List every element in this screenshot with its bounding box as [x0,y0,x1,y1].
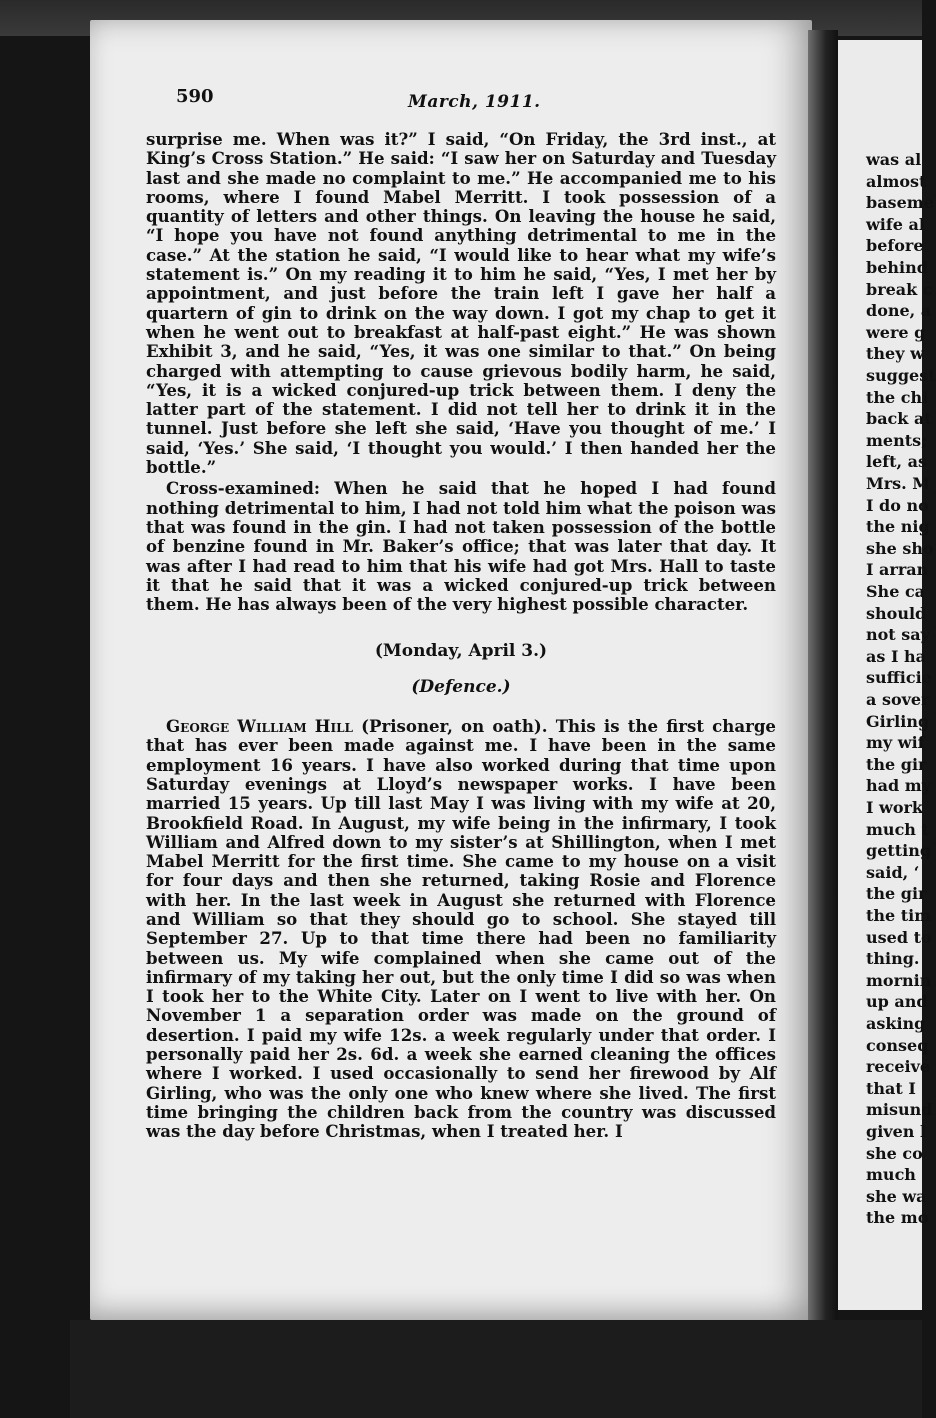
facing-page-line: thing. [866,949,920,969]
facing-page-line: the gir [866,884,927,904]
facing-page-line: conseq [866,1035,929,1055]
facing-page-line: suggest [866,366,936,385]
facing-page-line: a sover [866,690,930,709]
book-gutter [808,30,838,1320]
facing-page-line: she co [866,1143,923,1163]
facing-page-line: break c [866,279,933,299]
facing-page-line: Mrs. M [866,474,930,493]
running-head: March, 1911. [408,92,541,112]
page-number: 590 [176,86,214,107]
facing-page-line: behind [866,258,928,277]
facing-page-line: had my [866,776,931,796]
section-date-heading: (Monday, April 3.) [374,641,548,662]
facing-page [838,40,936,1310]
facing-page-line: mornin [866,970,932,990]
witness-name: George William Hill [166,716,353,737]
facing-page-line: not say [866,625,930,645]
facing-page-line: getting [866,841,932,861]
paragraph-defence-testimony: George William Hill (Prisoner, on oath). This is the first charge that has ever been made against me. I have been in the same employment 16 years. I have also worked during that time upon Saturday evenings at Lloyd’s newspaper works. I have been married 15 years. Up till last May I was living with my wife at 20, Brookfield Road. In August, my wife being in the infirmary, I took William and Alfred down to my sister’s at Shillington, when I met Mabel Merritt for the first time. She came to my house on a visit for four days and then she returned, taking Rosie and Florence with her. In the last week in August she returned with Florence and William so that they should go to school. She stayed till September 27. Up to that time there had been no familiarity between us. My wife complained when she came out of the infirmary of my taking her out, but the only time I did so was when I took her to the White City. Later on I went to live with her. On November 1 a separation order was made on the ground of desertion. I paid my wife 12s. a week regularly under that order. I personally paid her 2s. 6d. a week she earned cleaning the offices where I worked. I used occasionally to send her firewood by Alf Girling, who was the only one who knew where she lived. The first time bringing the children back from the country was discussed was the day before Christmas, when I treated her. I [146,716,776,1142]
facing-page-line: ments; [866,430,928,450]
facing-page-line: I do no [866,495,929,515]
facing-page-line: I work [866,798,924,817]
facing-page-line: said, ‘ [866,862,920,882]
facing-page-line: she wa [866,1186,927,1206]
facing-page-line: sufficie [866,668,932,688]
facing-page-line: my wif [866,733,925,753]
facing-page-line: used to [866,927,932,947]
facing-page-line: wife al [866,214,925,234]
facing-page-line: much [866,1165,916,1185]
facing-page-line: receive [866,1057,931,1077]
facing-page-line: as I ha [866,646,926,666]
page-body [146,130,776,1142]
facing-page-line: the nig [866,517,930,537]
facing-page-line: the gir [866,754,927,774]
facing-page-line: done, a [866,301,932,321]
paragraph-testimony: surprise me. When was it?” I said, “On Friday, the 3rd inst., at King’s Cross Station.” He said: “I saw her on Saturday and Tuesday last and she made no complaint to me.” He accompanied me to his rooms, where I found Mabel Merritt. I took possession of a quantity of letters and other things. On leaving the house he said, “I hope you have not found anything detrimental to me in the case.” At the station he said, “I would like to hear what my wife’s statement is.” On my reading it to him he said, “Yes, I met her by appointment, and just before the train left I gave her half a quartern of gin to drink on the way down. I got my chap to get it when he went out to breakfast at half-past eight.” He was shown Exhibit 3, and he said, “Yes, it was one similar to that.” On being charged with attempting to cause grievous bodily harm, he said, “Yes, it is a wicked conjured-up trick between them. I deny the latter part of the statement. I did not tell her to drink it in the tunnel. Just before she left she said, ‘Have you thought of me.’ I said, ‘Yes.’ She said, ‘I thought you would.’ I then handed her the bottle.” [146,129,776,478]
facing-page-line: baseme [866,193,934,213]
facing-page-line: Girling [866,711,930,731]
facing-page-line: almost [866,171,927,191]
facing-page-line: before [866,236,924,256]
facing-page-line: the mo [866,1208,929,1228]
facing-page-line: I arran [866,560,929,580]
facing-page-line: left, as [866,452,928,472]
facing-page-line: much t [866,819,929,839]
facing-page-line: should [866,603,927,623]
facing-page-line: asking [866,1014,926,1033]
facing-page-line: the tim [866,906,932,925]
facing-page-line: back at [866,409,932,429]
facing-page-line: was al [866,150,922,169]
facing-page-line: misund [866,1100,933,1120]
facing-page-line: given l [866,1122,927,1141]
paragraph-cross-examined: Cross-examined: When he said that he hoped I had found nothing detrimental to him, I had not told him what the poison was that was found in the gin. I had not taken possession of the bottle of benzine found in Mr. Baker’s office; that was later that day. It was after I had read to him that his wife had got Mrs. Hall to taste it that he said that it was a wicked conjured-up trick between them. He has always been of the very highest possible character. [146,478,776,615]
facing-page-line: the chi [866,387,929,407]
section-defence-heading: (Defence.) [411,676,511,697]
facing-page-line: were g [866,322,926,342]
scan-bottom-edge [70,1320,922,1418]
facing-page-line: they w [866,344,924,364]
facing-page-line: She ca [866,582,926,601]
facing-page-line: that I [866,1078,916,1098]
facing-page-line: up and [866,992,928,1012]
page-header [176,86,776,112]
facing-page-line: she sho [866,538,934,558]
